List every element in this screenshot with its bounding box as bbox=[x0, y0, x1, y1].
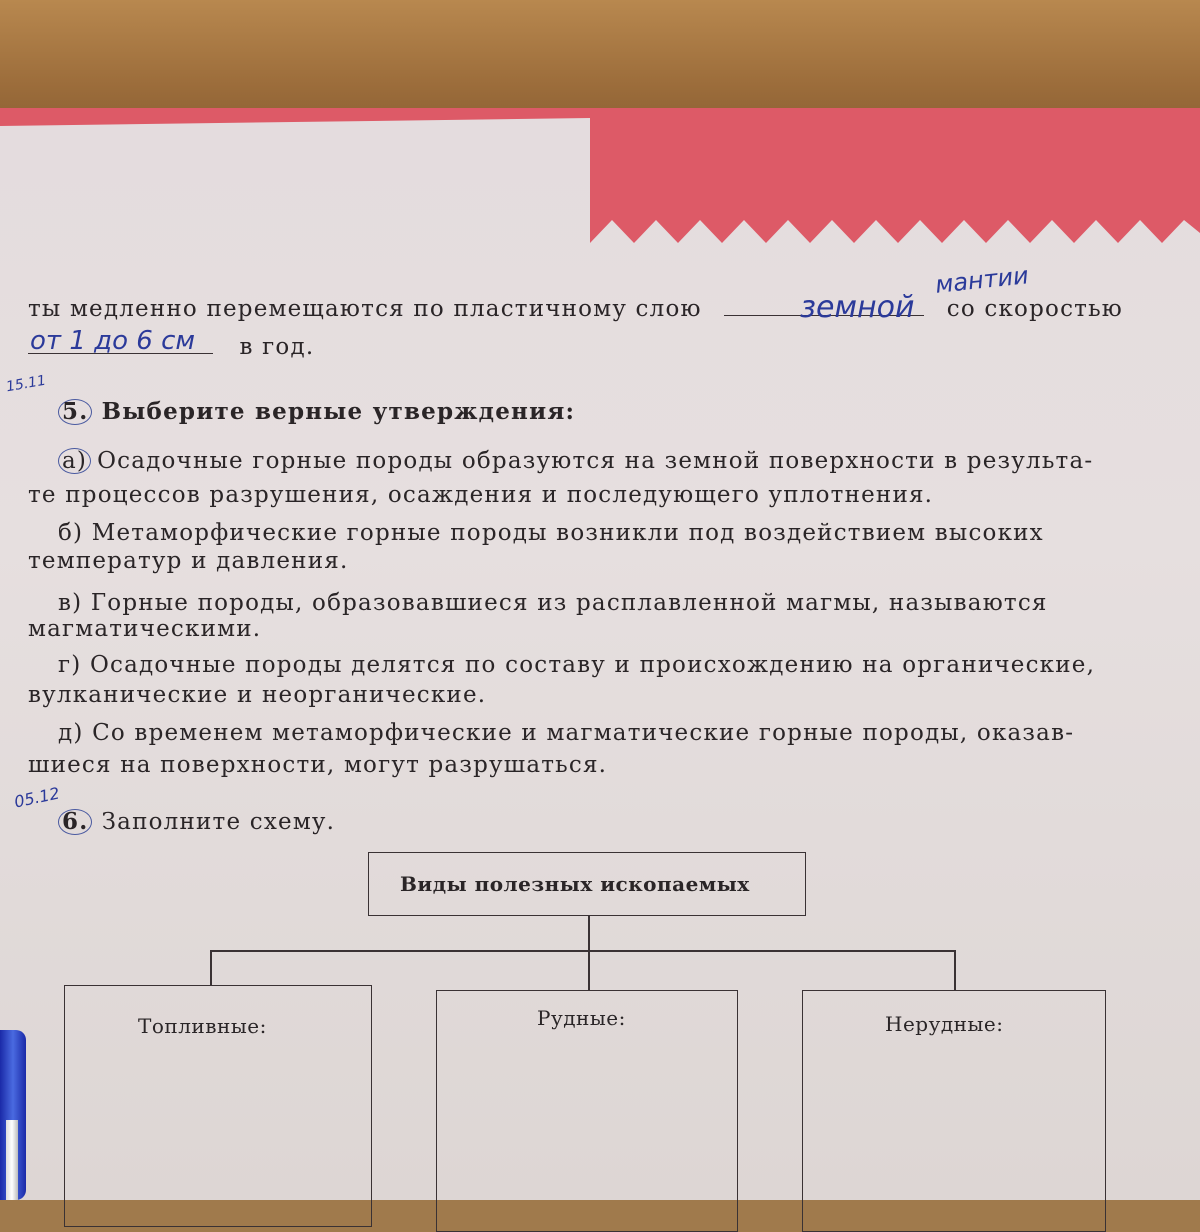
diagram-connector-horizontal bbox=[210, 950, 956, 952]
statement-a-text1: Осадочные горные породы образуются на земной поверхности в результа- bbox=[97, 448, 1094, 474]
handwritten-date-q6: 05.12 bbox=[12, 783, 62, 812]
statement-b-text1: Метаморфические горные породы возникли под воздействием высоких bbox=[91, 520, 1044, 546]
diagram-connector-vertical bbox=[588, 915, 590, 951]
statement-a-label: а) bbox=[58, 448, 91, 474]
handwritten-layer-answer-above: мантии bbox=[933, 261, 1030, 299]
diagram-label-nonmetallic: Нерудные: bbox=[885, 1012, 1004, 1036]
statement-b-line1 bbox=[58, 520, 1044, 546]
statement-v-text1: Горные породы, образовавшиеся из расплавленной магмы, называются bbox=[90, 590, 1048, 616]
diagram-connector-right bbox=[954, 950, 956, 990]
diagram-connector-middle bbox=[588, 950, 590, 990]
continuation-line-1 bbox=[28, 296, 1123, 322]
diagram-label-ore: Рудные: bbox=[537, 1006, 626, 1030]
statement-b-line2: температур и давления. bbox=[28, 548, 349, 574]
question6-title: Заполните схему. bbox=[101, 809, 336, 835]
question6-heading bbox=[58, 808, 335, 835]
question6-number: 6. bbox=[58, 809, 92, 835]
statement-g-line2: вулканические и неорганические. bbox=[28, 682, 487, 708]
handwritten-date-q5: 15.11 bbox=[4, 372, 48, 396]
diagram-root-label: Виды полезных ископаемых bbox=[400, 872, 750, 896]
statement-d-line2: шиеся на поверхности, могут разрушаться. bbox=[28, 752, 608, 778]
continuation-text-year: в год. bbox=[239, 334, 315, 360]
statement-v-label: в) bbox=[58, 590, 83, 616]
diagram-label-fuel: Топливные: bbox=[138, 1014, 267, 1038]
continuation-text-after: со скоростью bbox=[946, 296, 1124, 322]
statement-v-line1 bbox=[58, 590, 1048, 616]
continuation-text-before: ты медленно перемещаются по пластичному слою bbox=[28, 296, 702, 322]
statement-d-line1 bbox=[58, 720, 1074, 746]
pen-clip bbox=[6, 1120, 18, 1200]
statement-g-label: г) bbox=[58, 652, 82, 678]
handwritten-speed-answer: от 1 до 6 см bbox=[30, 326, 195, 356]
handwritten-layer-answer: земной bbox=[800, 290, 915, 325]
question5-heading bbox=[58, 398, 575, 425]
statement-a-line2: те процессов разрушения, осаждения и последующего уплотнения. bbox=[28, 482, 934, 508]
statement-v-line2: магматическими. bbox=[28, 616, 262, 642]
statement-g-line1 bbox=[58, 652, 1095, 678]
question5-number: 5. bbox=[58, 399, 92, 425]
statement-d-text1: Со временем метаморфические и магматические горные породы, оказав- bbox=[92, 720, 1075, 746]
question5-title: Выберите верные утверждения: bbox=[101, 398, 576, 425]
statement-g-text1: Осадочные породы делятся по составу и происхождению на органические, bbox=[89, 652, 1096, 678]
statement-d-label: д) bbox=[58, 720, 84, 746]
diagram-connector-left bbox=[210, 950, 212, 986]
statement-b-label: б) bbox=[58, 520, 84, 546]
statement-a-line1 bbox=[58, 448, 1168, 474]
